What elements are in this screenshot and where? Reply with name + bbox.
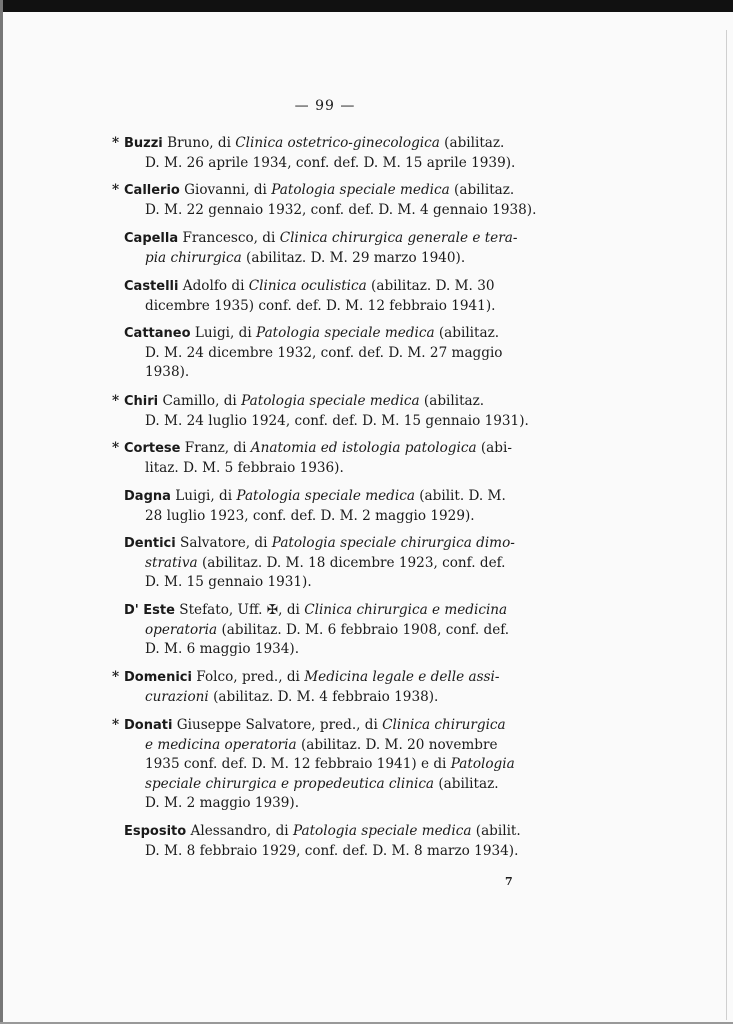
entry-text: (abi- <box>476 440 512 456</box>
entry-subject: Anatomia ed istologia patologica <box>250 440 477 456</box>
entry-subject: pia chirurgica <box>145 249 242 266</box>
entry-surname: D' Este <box>124 603 175 618</box>
entry-text: (abilitaz. <box>434 325 500 341</box>
entry-surname: Dagna <box>124 489 171 504</box>
entry-subject: Clinica oculistica <box>248 278 367 294</box>
entry-subject: speciale chirurgica e propedeutica clinica <box>145 775 435 792</box>
entry-text: litaz. D. M. 5 febbraio 1936). <box>145 459 344 476</box>
entry-callerio <box>112 181 537 220</box>
entry-subject: operatoria <box>145 621 218 638</box>
entry-buzzi <box>112 134 537 173</box>
entry-subject: Patologia speciale medica <box>241 393 420 409</box>
entry-text: (abilitaz. D. M. 6 febbraio 1908, conf. def. <box>217 621 510 638</box>
entry-subject: Clinica chirurgica <box>382 717 506 733</box>
entry-surname: Dentici <box>124 536 176 551</box>
entry-text: (abilitaz. <box>419 393 485 409</box>
star-marker: * <box>112 440 120 456</box>
printer-signature-mark: 7 <box>505 875 513 888</box>
entry-surname: Chiri <box>124 394 159 409</box>
entry-text: Camillo, di <box>158 393 242 409</box>
entry-surname: Esposito <box>124 824 187 839</box>
entry-subject: e medicina operatoria <box>145 736 297 753</box>
star-marker: * <box>112 669 120 685</box>
entry-text: (abilitaz. <box>439 135 505 151</box>
entry-text: Alessandro, di <box>186 823 293 839</box>
entry-text: 28 luglio 1923, conf. def. D. M. 2 maggio 1929). <box>145 507 475 524</box>
scan-top-border <box>0 0 733 12</box>
entry-subject: Clinica ostetrico-ginecologica <box>235 135 440 151</box>
page-number: — 99 — <box>294 98 356 114</box>
entry-text: Bruno, di <box>162 135 236 151</box>
entry-surname: Cortese <box>124 441 181 456</box>
scan-left-edge <box>0 0 3 1024</box>
entry-text: Salvatore, di <box>175 535 272 551</box>
entry-text: (abilitaz. D. M. 29 marzo 1940). <box>241 249 466 266</box>
entry-subject: strativa <box>145 554 198 571</box>
entry-text: Adolfo di <box>178 278 249 294</box>
entry-subject: Patologia speciale medica <box>271 182 450 198</box>
entry-text: D. M. 2 maggio 1939). <box>145 795 300 811</box>
entry-cortese <box>112 439 537 478</box>
entry-text: (abilit. D. M. <box>414 488 506 504</box>
entry-subject: Patologia <box>450 756 515 772</box>
entry-subject: Patologia speciale chirurgica dimo- <box>271 535 515 551</box>
star-marker: * <box>112 393 120 409</box>
entry-text: D. M. 24 luglio 1924, conf. def. D. M. 15 gennaio 1931). <box>145 412 529 429</box>
entry-subject: Patologia speciale medica <box>236 488 415 504</box>
entry-d-este <box>112 601 537 660</box>
entry-text: (abilitaz. <box>449 182 515 198</box>
star-marker: * <box>112 717 120 733</box>
entry-castelli <box>112 277 537 316</box>
entry-text: (abilitaz. D. M. 30 <box>366 278 495 294</box>
entry-text: D. M. 15 gennaio 1931). <box>145 574 312 590</box>
entry-dagna <box>112 487 537 526</box>
entry-text: D. M. 8 febbraio 1929, conf. def. D. M. 8 marzo 1934). <box>145 842 519 859</box>
entry-text: (abilitaz. D. M. 18 dicembre 1923, conf. def. <box>197 554 506 571</box>
entry-subject: Patologia speciale medica <box>256 325 435 341</box>
entry-subject: curazioni <box>145 688 209 705</box>
entry-subject: Clinica chirurgica e medicina <box>304 602 508 618</box>
entry-chiri <box>112 392 537 431</box>
entry-surname: Donati <box>124 718 173 733</box>
entry-surname: Buzzi <box>124 136 163 151</box>
entry-text: dicembre 1935) conf. def. D. M. 12 febbraio 1941). <box>145 297 496 314</box>
entry-text: Giuseppe Salvatore, pred., di <box>172 717 383 733</box>
entry-text: Folco, pred., di <box>191 669 305 685</box>
entry-surname: Cattaneo <box>124 326 191 341</box>
entry-text: D. M. 24 dicembre 1932, conf. def. D. M. 27 maggio <box>145 344 503 361</box>
entry-text: Stefato, Uff. ✠, di <box>174 602 305 618</box>
entry-surname: Domenici <box>124 670 192 685</box>
entry-text: Luigi, di <box>170 488 237 504</box>
entry-text: Luigi, di <box>190 325 257 341</box>
entry-esposito <box>112 822 537 861</box>
entry-text: (abilitaz. <box>434 775 499 792</box>
entry-domenici <box>112 668 537 707</box>
entry-text: Giovanni, di <box>179 182 272 198</box>
entry-capella <box>112 229 537 268</box>
entry-text: 1935 conf. def. D. M. 12 febbraio 1941) e di <box>145 756 451 772</box>
entry-donati <box>112 716 537 814</box>
scan-right-edge <box>726 30 727 1020</box>
entry-surname: Capella <box>124 231 179 246</box>
star-marker: * <box>112 135 120 151</box>
entry-text: 1938). <box>145 364 190 380</box>
entry-text: (abilitaz. D. M. 4 febbraio 1938). <box>208 688 439 705</box>
star-marker: * <box>112 182 120 198</box>
entry-subject: Medicina legale e delle assi- <box>304 669 500 685</box>
entry-surname: Castelli <box>124 279 179 294</box>
entry-surname: Callerio <box>124 183 180 198</box>
entry-text: (abilit. <box>471 823 521 839</box>
entry-text: (abilitaz. D. M. 20 novembre <box>296 736 498 753</box>
entry-dentici <box>112 534 537 593</box>
entry-text: Franz, di <box>180 440 251 456</box>
entry-subject: Patologia speciale medica <box>292 823 472 839</box>
entry-text: D. M. 26 aprile 1934, conf. def. D. M. 15 aprile 1939). <box>145 154 516 171</box>
entry-cattaneo <box>112 324 537 383</box>
entry-subject: Clinica chirurgica generale e tera- <box>279 230 518 246</box>
entry-text: Francesco, di <box>178 230 280 246</box>
entry-text: D. M. 6 maggio 1934). <box>145 641 300 657</box>
entry-text: D. M. 22 gennaio 1932, conf. def. D. M. 4 gennaio 1938). <box>145 201 537 218</box>
